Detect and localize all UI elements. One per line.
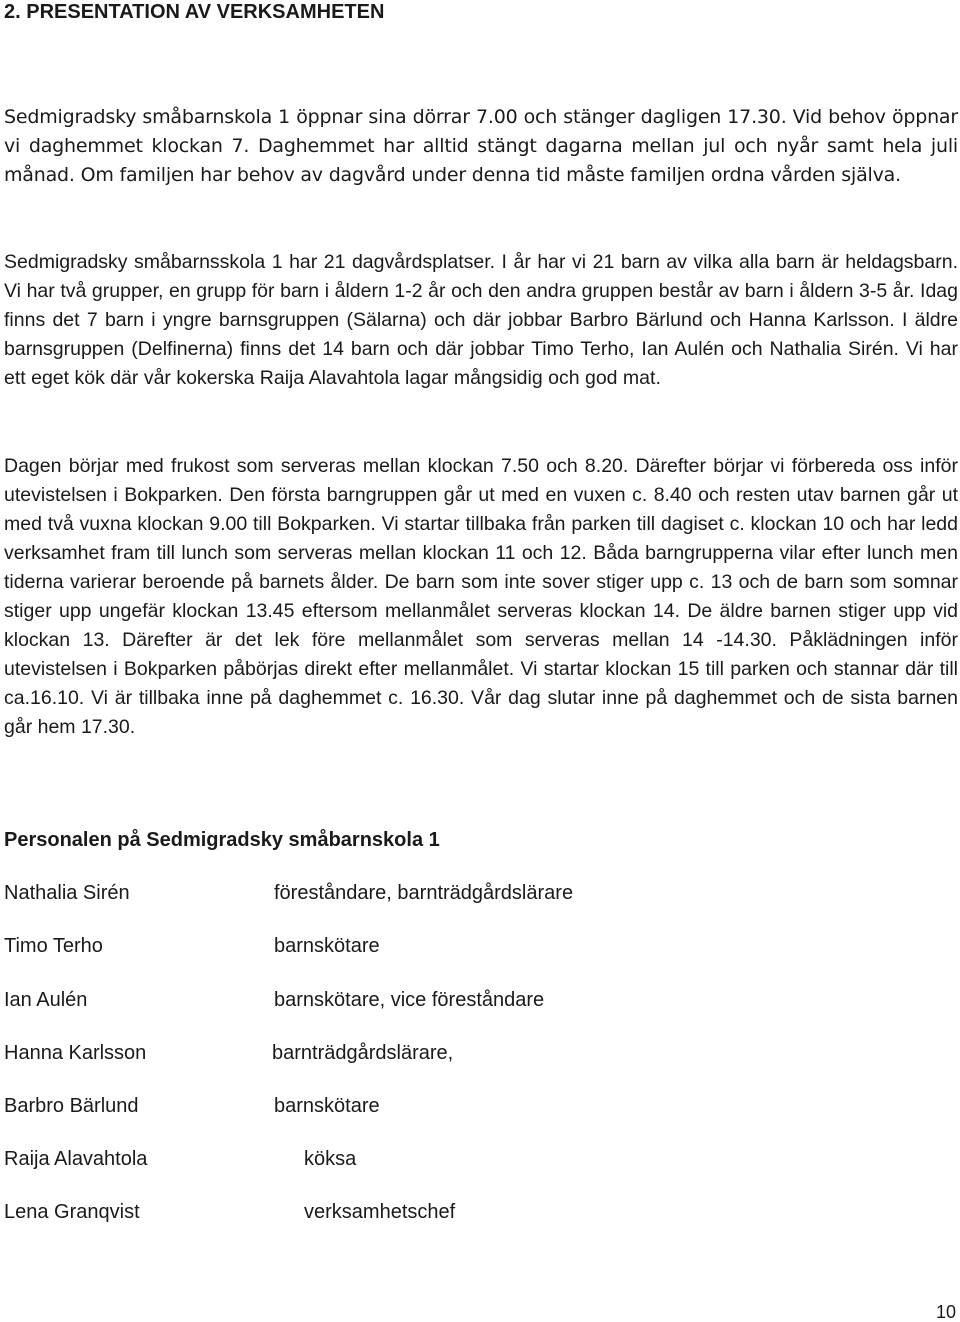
paragraph-groups: Sedmigradsky småbarnsskola 1 har 21 dagvårdsplatser. I år har vi 21 barn av vilka alla barn är heldagsbarn. Vi har två grupper, en grupp för barn i åldern 1-2 år och den andra gruppen består av barn i åldern 3-5 år. Idag finns det 7 barn i yngre barnsgruppen (Sälarna) och där jobbar Barbro Bärlund och Hanna Karlsson. I äldre barnsgruppen (Delfinerna) finns det 14 barn och där jobbar Timo Terho, Ian Aulén och Nathalia Sirén. Vi har ett eget kök där vår kokerska Raija Alavahtola lagar mångsidig och god mat. <box>4 251 958 389</box>
staff-row <box>4 1092 958 1120</box>
paragraph-opening-hours: Sedmigradsky småbarnskola 1 öppnar sina dörrar 7.00 och stänger dagligen 17.30. Vid behov öppnar vi daghemmet klockan 7. Daghemmet har alltid stängt dagarna mellan jul och nyår samt hela juli månad. Om familjen har behov av dagvård under denna tid måste familjen ordna vården själva. <box>4 106 958 186</box>
section-heading: 2. PRESENTATION AV VERKSAMHETEN <box>4 1 385 23</box>
staff-name: Timo Terho <box>4 935 103 957</box>
staff-role: barnskötare <box>274 1095 380 1117</box>
staff-role: verksamhetschef <box>304 1201 456 1223</box>
staff-name: Barbro Bärlund <box>4 1095 139 1117</box>
page-number: 10 <box>935 1302 956 1322</box>
staff-row <box>4 1198 958 1226</box>
staff-row <box>4 1145 958 1173</box>
staff-section-title: Personalen på Sedmigradsky småbarnskola 1 <box>4 829 440 851</box>
staff-name: Ian Aulén <box>4 989 88 1011</box>
staff-role: barnträdgårdslärare, <box>272 1042 454 1064</box>
staff-row <box>4 986 958 1014</box>
staff-row <box>4 932 958 960</box>
paragraph-daily-schedule: Dagen börjar med frukost som serveras mellan klockan 7.50 och 8.20. Därefter börjar vi förbereda oss inför utevistelsen i Bokparken. Den första barngruppen går ut med en vuxen c. 8.40 och resten utav barnen går ut med två vuxna klockan 9.00 till Bokparken. Vi startar tillbaka från parken till dagiset c. klockan 10 och har ledd verksamhet fram till lunch som serveras mellan klockan 11 och 12. Båda barngrupperna vilar efter lunch men tiderna varierar beroende på barnets ålder. De barn som inte sover stiger upp c. 13 och de barn som somnar stiger upp ungefär klockan 13.45 eftersom mellanmålet serveras klockan 14. De äldre barnen stiger upp vid klockan 13. Därefter är det lek före mellanmålet som serveras mellan 14 -14.30. Påklädningen inför utevistelsen i Bokparken påbörjas direkt efter mellanmålet. Vi startar klockan 15 till parken och stannar där till ca.16.10. Vi är tillbaka inne på daghemmet c. 16.30. Vår dag slutar inne på daghemmet och de sista barnen går hem 17.30. <box>4 455 958 738</box>
staff-name: Nathalia Sirén <box>4 882 130 904</box>
staff-role: barnskötare <box>274 935 380 957</box>
staff-name: Lena Granqvist <box>4 1201 140 1223</box>
staff-role: köksa <box>304 1148 357 1170</box>
staff-role: föreståndare, barnträdgårdslärare <box>274 882 574 904</box>
staff-name: Hanna Karlsson <box>4 1042 147 1064</box>
staff-name: Raija Alavahtola <box>4 1148 148 1170</box>
staff-role: barnskötare, vice föreståndare <box>274 989 545 1011</box>
staff-row <box>4 879 958 907</box>
staff-row <box>4 1039 958 1067</box>
